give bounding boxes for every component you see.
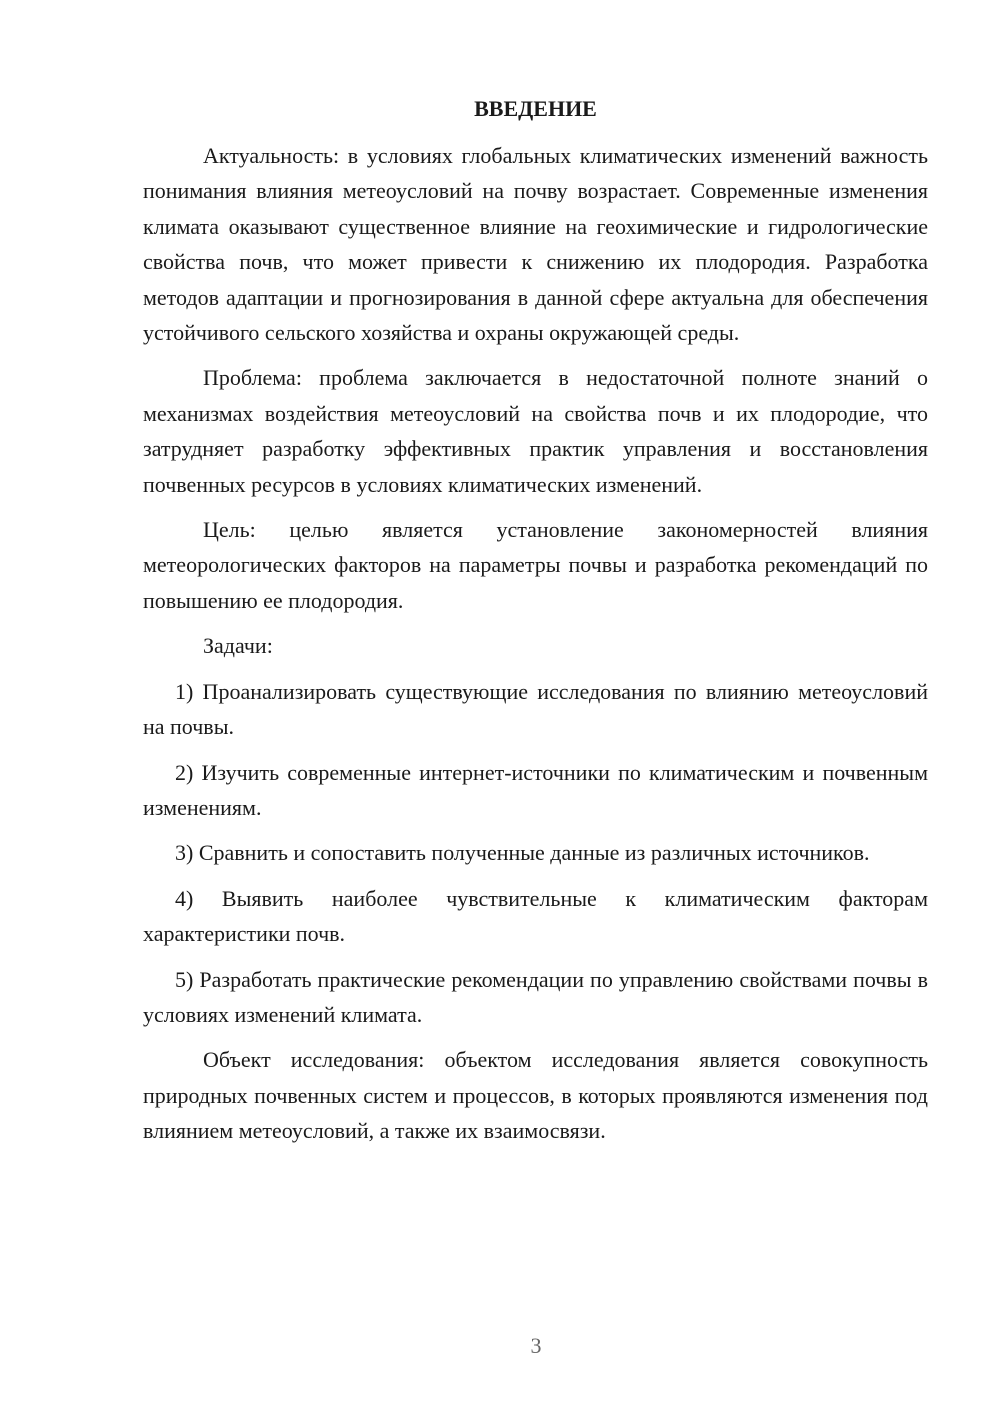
object-paragraph: Объект исследования: объектом исследования является совокупность природных почвенных систем и процессов, в которых проявляются изменения под влиянием метеоусловий, а также их взаимосвязи. [143, 1047, 928, 1144]
page-number: 3 [530, 1333, 542, 1358]
goal-paragraph: Цель: целью является установление закономерностей влияния метеорологических факторов на параметры почвы и разработка рекомендаций по повышению ее плодородия. [143, 517, 928, 613]
task-item: 2) Изучить современные интернет-источники по климатическим и почвенным изменениям. [143, 759, 928, 820]
task-item: 1) Проанализировать существующие исследования по влиянию метеоусловий на почвы. [143, 678, 928, 740]
tasks-list [143, 674, 928, 1033]
task-item: 4) Выявить наиболее чувствительные к климатическим факторам характеристики почв. [143, 885, 928, 947]
document-page [143, 92, 928, 1159]
page-title: ВВЕДЕНИЕ [474, 96, 597, 121]
tasks-heading: Задачи: [203, 633, 273, 659]
task-item: 5) Разработать практические рекомендации по управлению свойствами почвы в условиях изменений климата. [143, 966, 928, 1027]
task-item: 3) Сравнить и сопоставить полученные данные из различных источников. [175, 840, 870, 866]
problem-paragraph: Проблема: проблема заключается в недостаточной полноте знаний о механизмах воздействия метеоусловий на свойства почв и их плодородие, что затрудняет разработку эффективных практик управления и восстановления почвенных ресурсов в условиях климатических изменений. [143, 365, 928, 497]
relevance-paragraph: Актуальность: в условиях глобальных климатических изменений важность понимания влияния метеоусловий на почву возрастает. Современные изменения климата оказывают существенное влияние на геохимические и гидрологические свойства почв, что может привести к снижению их плодородия. Разработка методов адаптации и прогнозирования в данной сфере актуальна для обеспечения устойчивого сельского хозяйства и охраны окружающей среды. [143, 143, 928, 346]
